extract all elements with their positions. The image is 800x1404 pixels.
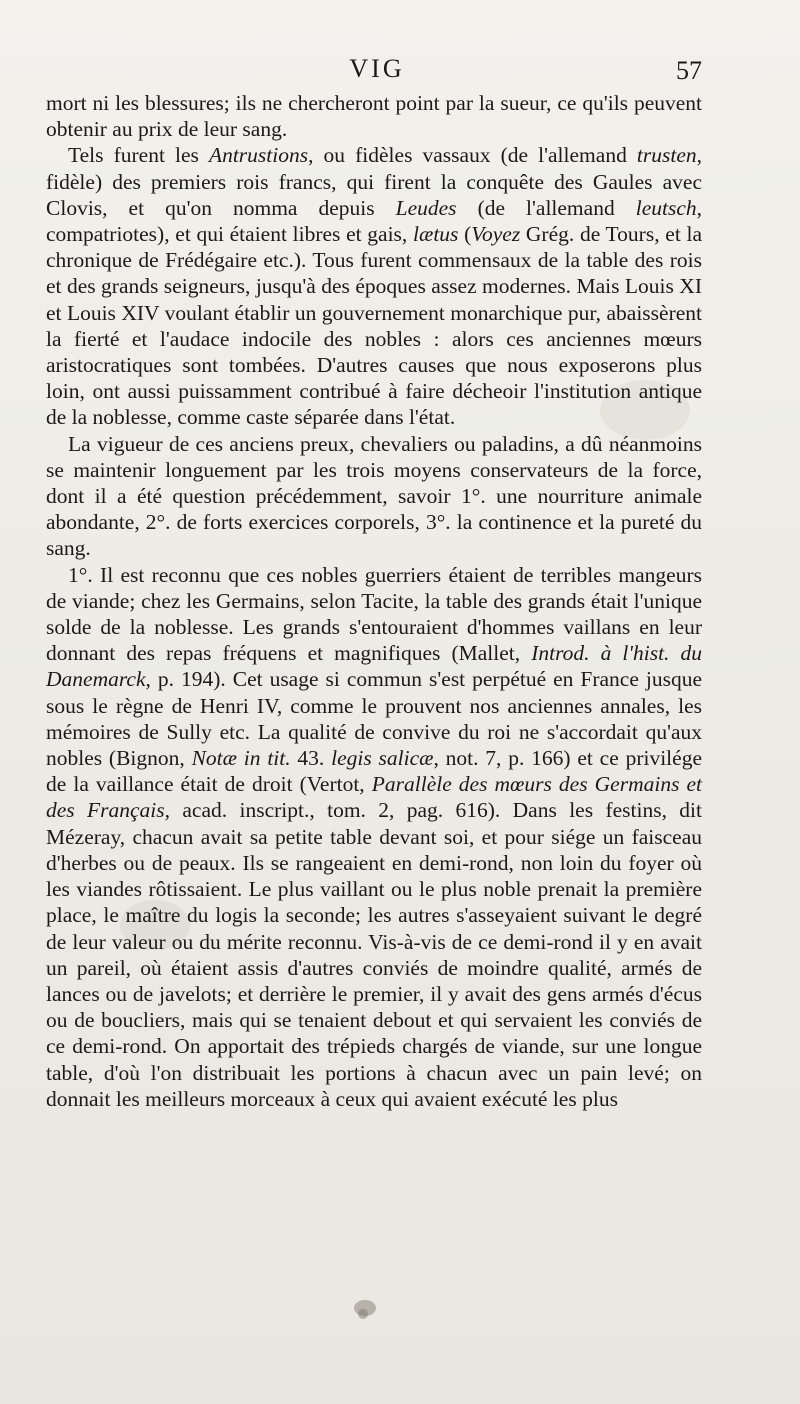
paragraph-2 bbox=[46, 142, 702, 430]
italic-run: leutsch bbox=[635, 195, 697, 220]
text-run: ( bbox=[458, 222, 472, 247]
text-run: , not. 7, p. 166) et ce privilége de la vaillance était de droit (Vertot, bbox=[46, 746, 702, 797]
page-number: 57 bbox=[676, 56, 702, 85]
italic-run: Notæ in tit. bbox=[191, 746, 291, 771]
text-run: (de l'allemand bbox=[456, 195, 636, 220]
italic-run: Voyez bbox=[471, 222, 521, 247]
text-run: , fidèle) des premiers rois francs, qui firent la conquête des Gaules avec Clovis, et qu'on nomma depuis bbox=[46, 143, 702, 220]
text-run: , ou fidèles vassaux (de l'allemand bbox=[308, 143, 637, 168]
italic-run: Antrustions bbox=[208, 143, 309, 168]
text-run: Tels furent les bbox=[68, 143, 209, 168]
text-run: , acad. inscript., tom. 2, pag. 616). Dans les festins, dit Mézeray, chacun avait sa petite table devant soi, et pour siége un faisceau d'herbes ou de peaux. Ils se rangeaient en demi-rond, non loin du foyer où les viandes rôtissaient. Le plus vaillant ou le plus noble prenait la première place, le maître du logis la seconde; les autres s'asseyaient suivant le degré de leur valeur ou du mérite reconnu. Vis-à-vis de ce demi-rond il y en avait un pareil, où étaient assis d'autres conviés de moindre qualité, armés de lances ou de javelots; et derrière le premier, il y avait des gens armés d'écus ou de boucliers, mais qui se tenaient debout et qui servaient les conviés de ce demi-rond. On apportait des trépieds chargés de viande, sur une longue table, d'où l'on distribuait les portions à chacun avec un pain levé; on donnait les meilleurs morceaux à ceux qui avaient exécuté les plus bbox=[46, 798, 702, 1111]
italic-run: Leudes bbox=[395, 195, 457, 220]
body-text bbox=[46, 90, 702, 1112]
italic-run: Parallèle des mœurs des Germains et des Français bbox=[46, 772, 702, 823]
paragraph-1: mort ni les blessures; ils ne chercheront point par la sueur, ce qu'ils peuvent obtenir au prix de leur sang. bbox=[46, 91, 702, 142]
running-head-title: VIG bbox=[349, 54, 405, 83]
italic-run: lætus bbox=[413, 222, 459, 247]
ink-blot-ornament bbox=[350, 1296, 380, 1322]
text-run: 43. bbox=[290, 746, 332, 771]
italic-run: trusten bbox=[636, 143, 697, 168]
italic-run: legis salicæ bbox=[331, 746, 434, 771]
text-run: 1°. Il est reconnu que ces nobles guerriers étaient de terribles mangeurs de viande; chez les Germains, selon Tacite, la table des grands était l'unique solde de la noblesse. Les grands s'entouraient d'hommes vaillans en leur donnant des repas fréquens et magnifiques (Mallet, bbox=[46, 562, 702, 666]
italic-run: Introd. à l'hist. du Danemarck bbox=[46, 641, 702, 692]
text-run: Grég. de Tours, et la chronique de Frédégaire etc.). Tous furent commensaux de la table des rois et des grands seigneurs, jusqu'à des époques assez modernes. Mais Louis XI et Louis XIV voulant établir un gouvernement monarchique pur, abaissèrent la fierté et l'audace indocile des nobles : alors ces anciennes mœurs aristocratiques sont tombées. D'autres causes que nous exposerons plus loin, ont aussi puissamment contribué à faire décheoir l'institution antique de la noblesse, comme caste séparée dans l'état. bbox=[46, 222, 702, 430]
text-run: , compatriotes), et qui étaient libres et gais, bbox=[46, 195, 702, 247]
text-run: , p. 194). Cet usage si commun s'est perpétué en France jusque sous le règne de Henri IV, comme le prouvent nos anciennes annales, les mémoires de Sully etc. La qualité de convive du roi ne s'accordait qu'aux nobles (Bignon, bbox=[46, 667, 702, 771]
running-head bbox=[52, 54, 702, 92]
paragraph-3: La vigueur de ces anciens preux, chevaliers ou paladins, a dû néanmoins se maintenir longuement par les trois moyens conservateurs de la force, dont il a été question précédemment, savoir 1°. une nourriture animale abondante, 2°. de forts exercices corporels, 3°. la continence et la pureté du sang. bbox=[46, 431, 702, 561]
paragraph-4 bbox=[46, 562, 702, 1112]
